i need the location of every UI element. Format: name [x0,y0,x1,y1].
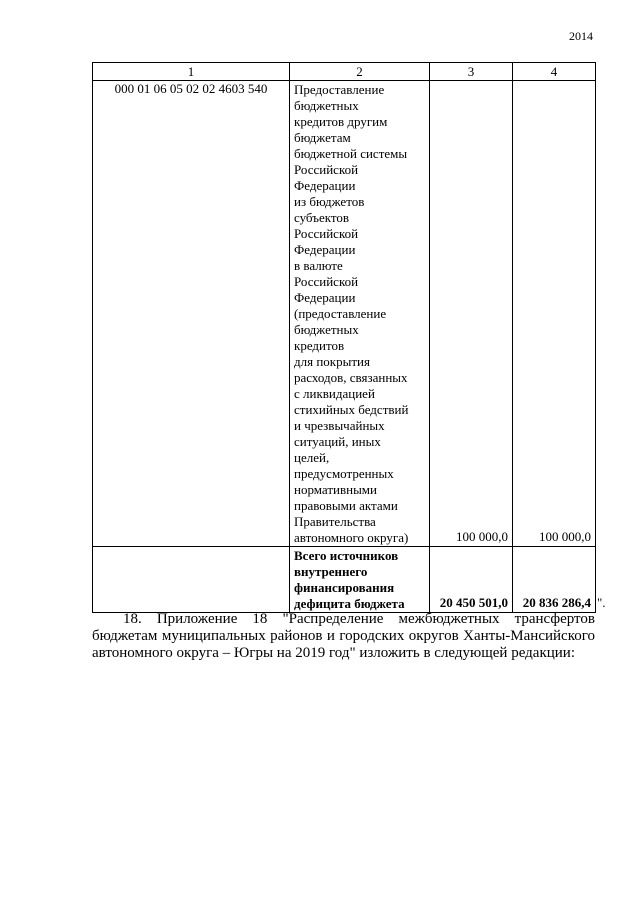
description-cell [290,81,430,547]
total-row [93,547,596,613]
description-line: Российской [294,274,359,289]
total-label-line: внутреннего [294,564,368,579]
description-lines [294,82,427,546]
description-line: в валюте [294,258,343,273]
description-line: (предоставление [294,306,387,321]
column-header-1: 1 [93,63,290,81]
table-row [93,81,596,547]
closing-quote-mark: ". [597,595,606,610]
paragraph-line: автономного округа – Югры на 2019 год" изложить в следующей редакции: [92,645,575,661]
total-label-line: Всего источников [294,548,399,563]
column-header-2: 2 [290,63,430,81]
description-line: для покрытия [294,354,370,369]
description-line: Федерации [294,242,356,257]
paragraph-line: 18. Приложение 18 "Распределение межбюджетных трансфертов [123,611,595,627]
description-line: Российской [294,162,359,177]
value-2019-cell: 100 000,0 [430,81,513,547]
description-line: автономного округа) [294,530,409,545]
paragraph-line: бюджетам муниципальных районов и городских округов Ханты-Мансийского [92,628,595,644]
total-2020-cell: 20 836 286,4 [513,547,596,613]
description-line: Правительства [294,514,376,529]
description-line: бюджетам [294,130,351,145]
description-line: бюджетных [294,98,359,113]
description-line: Предоставление [294,82,385,97]
description-line: стихийных бедствий [294,402,409,417]
description-line: предусмотренных [294,466,394,481]
description-line: расходов, связанных [294,370,408,385]
table-header-row [93,63,596,81]
description-line: из бюджетов [294,194,365,209]
description-line: правовыми актами [294,498,398,513]
description-line: Российской [294,226,359,241]
description-line: и чрезвычайных [294,418,385,433]
description-line: Федерации [294,290,356,305]
total-label-cell [290,547,430,613]
column-header-3: 3 [430,63,513,81]
description-line: нормативными [294,482,377,497]
total-label-line: финансирования [294,580,395,595]
budget-code-cell: 000 01 06 05 02 02 4603 540 [93,81,290,547]
description-line: кредитов [294,338,345,353]
description-line: кредитов другим [294,114,388,129]
total-label-lines [294,548,427,612]
description-line: ситуаций, иных [294,434,381,449]
value-2020-cell: 100 000,0 [513,81,596,547]
description-line: Федерации [294,178,356,193]
description-line: субъектов [294,210,350,225]
column-header-4: 4 [513,63,596,81]
description-line: бюджетной системы [294,146,408,161]
total-label-line: дефицита бюджета [294,596,405,611]
budget-table [92,62,596,613]
description-line: целей, [294,450,330,465]
page-number: 2014 [569,29,593,43]
description-line: с ликвидацией [294,386,375,401]
total-2019-cell: 20 450 501,0 [430,547,513,613]
description-line: бюджетных [294,322,359,337]
total-code-cell [93,547,290,613]
amendment-paragraph [92,611,595,662]
